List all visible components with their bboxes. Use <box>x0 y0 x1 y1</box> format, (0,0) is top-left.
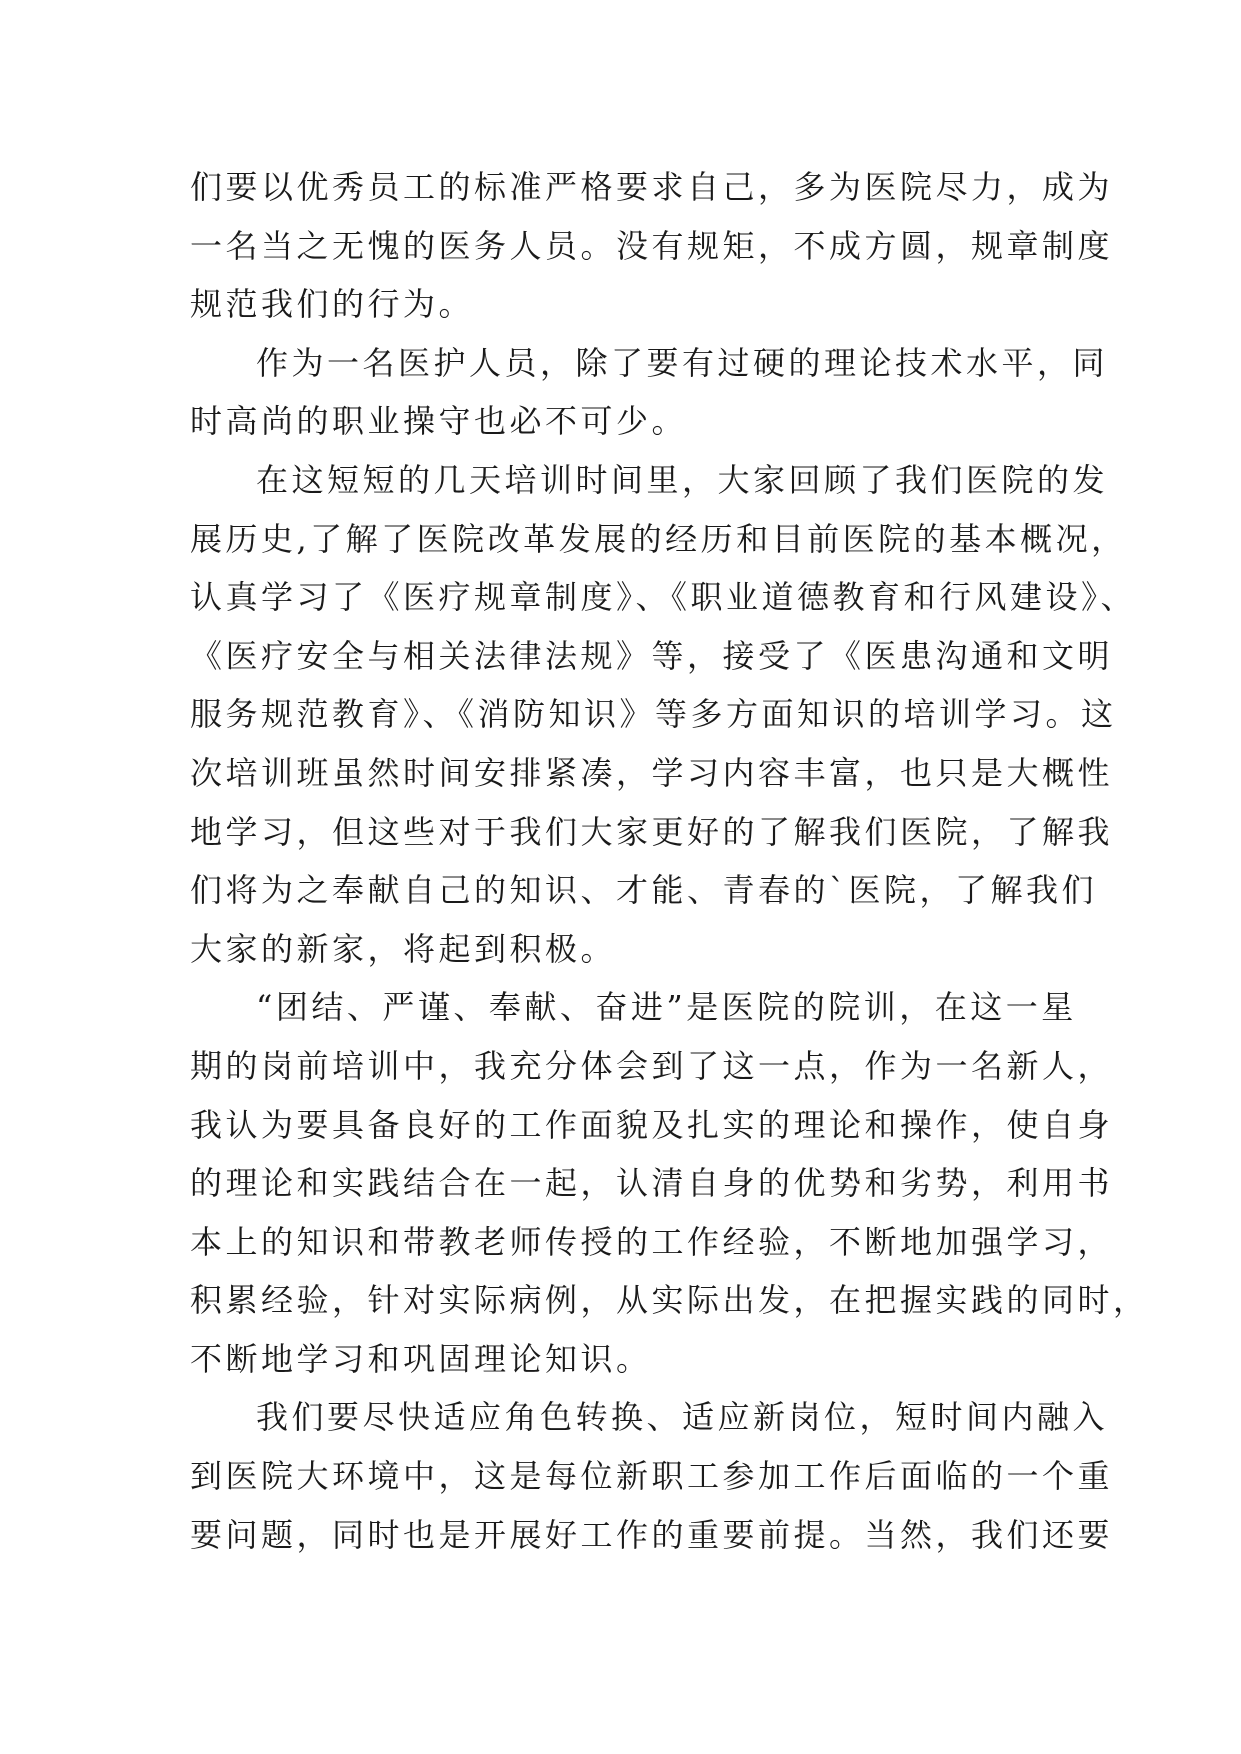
text-line: 我认为要具备良好的工作面貌及扎实的理论和操作，使自身 <box>190 1105 1114 1144</box>
text-line: 规范我们的行为。 <box>190 285 475 324</box>
text-line: 期的岗前培训中，我充分体会到了这一点，作为一名新人， <box>190 1046 1114 1085</box>
text-line: 大家的新家，将起到积极。 <box>190 929 617 968</box>
text-line: 展历史,了解了医院改革发展的经历和目前医院的基本概况， <box>190 519 1127 558</box>
text-line: 们将为之奉献自己的知识、才能、青春的`医院，了解我们 <box>190 871 1098 910</box>
text-line: 时高尚的职业操守也必不可少。 <box>190 402 688 441</box>
text-line: 地学习，但这些对于我们大家更好的了解我们医院，了解我 <box>190 812 1114 851</box>
text-line: 积累经验，针对实际病例，从实际出发，在把握实践的同时， <box>190 1281 1149 1320</box>
text-line: 们要以优秀员工的标准严格要求自己，多为医院尽力，成为 <box>190 168 1114 206</box>
text-line: 的理论和实践结合在一起，认清自身的优势和劣势，利用书 <box>190 1164 1114 1203</box>
paragraph-first-line: 我们要尽快适应角色转换、适应新岗位，短时间内融入 <box>256 1398 1109 1437</box>
text-line: 不断地学习和巩固理论知识。 <box>190 1339 652 1378</box>
text-line: 服务规范教育》、《消防知识》等多方面知识的培训学习。这 <box>190 695 1117 734</box>
paragraph-first-line: “团结、严谨、奉献、奋进”是医院的院训，在这一星 <box>256 988 1077 1027</box>
text-line: 到医院大环境中，这是每位新职工参加工作后面临的一个重 <box>190 1457 1114 1496</box>
paragraph-first-line: 在这短短的几天培训时间里，大家回顾了我们医院的发 <box>256 460 1109 499</box>
text-line: 《医疗安全与相关法律法规》等，接受了《医患沟通和文明 <box>190 636 1114 675</box>
document-body <box>190 158 1149 1564</box>
text-line: 次培训班虽然时间安排紧凑，学习内容丰富，也只是大概性 <box>190 753 1114 792</box>
paragraph-first-line: 作为一名医护人员，除了要有过硬的理论技术水平，同 <box>256 343 1109 382</box>
text-line: 一名当之无愧的医务人员。没有规矩，不成方圆，规章制度 <box>190 226 1114 265</box>
text-line: 认真学习了《医疗规章制度》、《职业道德教育和行风建设》、 <box>190 578 1137 617</box>
text-line: 要问题，同时也是开展好工作的重要前提。当然，我们还要 <box>190 1515 1114 1554</box>
text-line: 本上的知识和带教老师传授的工作经验，不断地加强学习， <box>190 1222 1114 1261</box>
